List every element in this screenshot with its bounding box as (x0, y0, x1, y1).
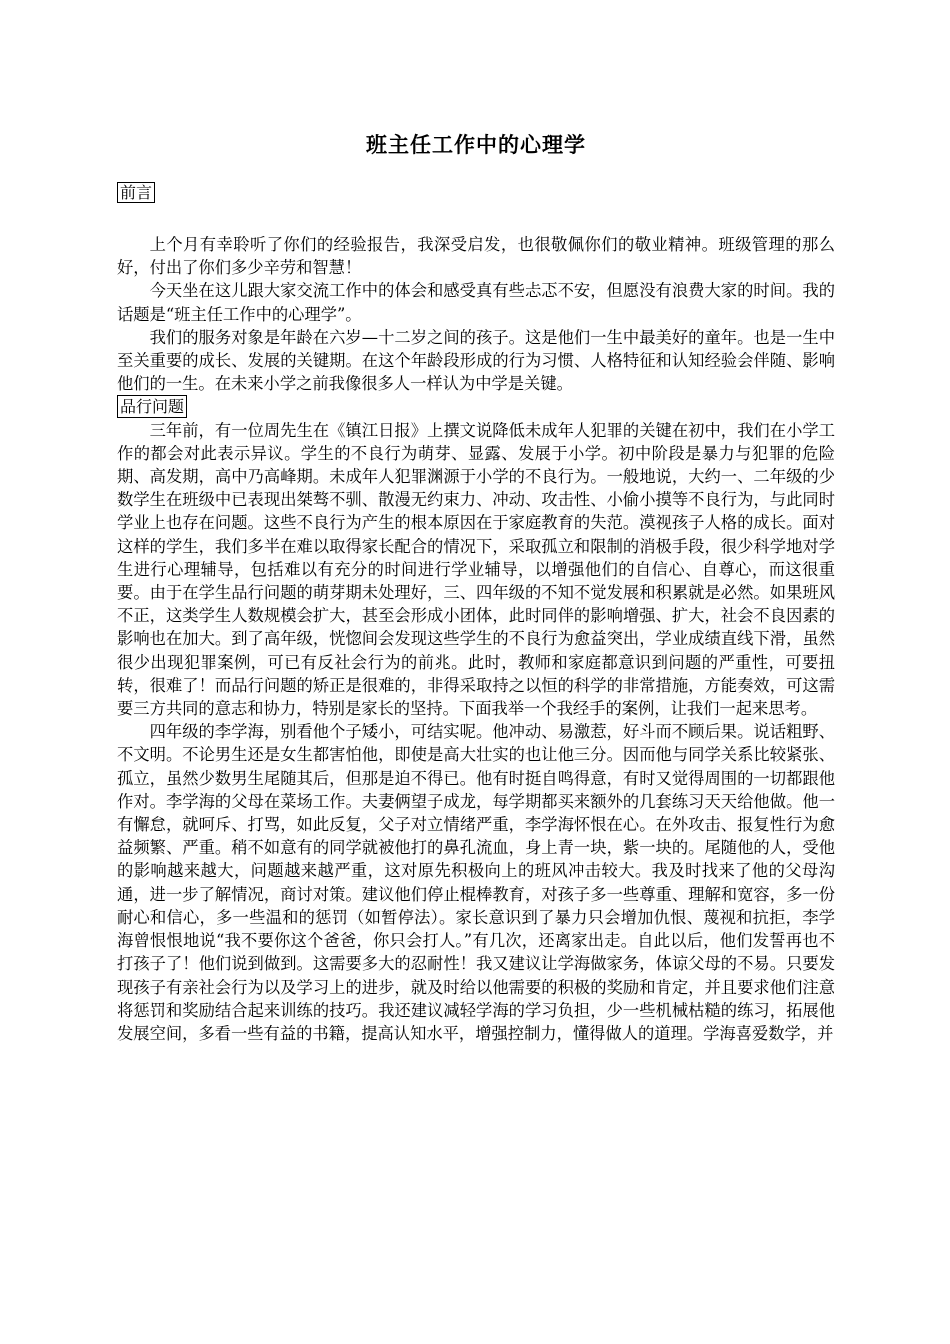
paragraph: 上个月有幸聆听了你们的经验报告，我深受启发，也很敬佩你们的敬业精神。班级管理的那么好，付出了你们多少辛劳和智慧！ (117, 235, 835, 278)
section-heading-preface (117, 182, 155, 203)
paragraph: 今天坐在这儿跟大家交流工作中的体会和感受真有些忐忑不安，但愿没有浪费大家的时间。我的话题是“班主任工作中的心理学”。 (117, 281, 835, 324)
page-title: 班主任工作中的心理学 (366, 133, 586, 157)
document-body (117, 233, 835, 1045)
paragraph: 三年前，有一位周先生在《镇江日报》上撰文说降低未成年人犯罪的关键在初中，我们在小学工作的都会对此表示异议。学生的不良行为萌芽、显露、发展于小学。初中阶段是暴力与犯罪的危险期、高发期，高中乃高峰期。未成年人犯罪渊源于小学的不良行为。一般地说，大约一、二年级的少数学生在班级中已表现出桀骜不驯、散漫无约束力、冲动、攻击性、小偷小摸等不良行为，与此同时学业上也存在问题。这些不良行为产生的根本原因在于家庭教育的失范。漠视孩子人格的成长。面对这样的学生，我们多半在难以取得家长配合的情况下，采取孤立和限制的消极手段，很少科学地对学生进行心理辅导，包括难以有充分的时间进行学业辅导，以增强他们的自信心、自尊心，而这很重要。由于在学生品行问题的萌芽期未处理好，三、四年级的不知不觉发展和积累就是必然。如果班风不正，这类学生人数规模会扩大，甚至会形成小团体，此时同伴的影响增强、扩大，社会不良因素的影响也在加大。到了高年级，恍惚间会发现这些学生的不良行为愈益突出，学业成绩直线下滑，虽然很少出现犯罪案例，可已有反社会行为的前兆。此时，教师和家庭都意识到问题的严重性，可要扭转，很难了！而品行问题的矫正是很难的，非得采取持之以恒的科学的非常措施，方能奏效，可这需要三方共同的意志和协力，特别是家长的坚持。下面我举一个我经手的案例，让我们一起来思考。 (117, 420, 835, 719)
section-heading-conduct (117, 395, 835, 418)
section-label: 品行问题 (117, 395, 187, 418)
section-label: 前言 (117, 182, 155, 203)
paragraph: 四年级的李学海，别看他个子矮小，可结实呢。他冲动、易激惹，好斗而不顾后果。说话粗野、不文明。不论男生还是女生都害怕他，即使是高大壮实的也让他三分。因而他与同学关系比较紧张、孤立，虽然少数男生尾随其后，但那是迫不得已。他有时挺自鸣得意，有时又觉得周围的一切都跟他作对。李学海的父母在菜场工作。夫妻俩望子成龙，每学期都买来额外的几套练习天天给他做。他一有懈怠，就呵斥、打骂，如此反复，父子对立情绪严重，李学海怀恨在心。在外攻击、报复性行为愈益频繁、严重。稍不如意有的同学就被他打的鼻孔流血，身上青一块，紫一块的。尾随他的人，受他的影响越来越大，问题越来越严重，这对原先积极向上的班风冲击较大。我及时找来了他的父母沟通，进一步了解情况，商讨对策。建议他们停止棍棒教育，对孩子多一些尊重、理解和宽容，多一份耐心和信心，多一些温和的惩罚（如暂停法）。家长意识到了暴力只会增加仇恨、蔑视和抗拒，李学海曾恨恨地说“我不要你这个爸爸，你只会打人。”有几次，还离家出走。自此以后，他们发誓再也不打孩子了！他们说到做到。这需要多大的忍耐性！我又建议让学海做家务，体谅父母的不易。只要发现孩子有亲社会行为以及学习上的进步，就及时给以他需要的积极的奖励和肯定，并且要求他们注意将惩罚和奖励结合起来训练的技巧。我还建议减轻学海的学习负担，少一些机械枯糙的练习，拓展他发展空间，多看一些有益的书籍，提高认知水平，增强控制力，懂得做人的道理。学海喜爱数学，并 (117, 722, 835, 1043)
paragraph: 我们的服务对象是年龄在六岁—十二岁之间的孩子。这是他们一生中最美好的童年。也是一生中至关重要的成长、发展的关键期。在这个年龄段形成的行为习惯、人格特征和认知经验会伴随、影响他们的一生。在未来小学之前我像很多人一样认为中学是关键。 (117, 327, 835, 394)
